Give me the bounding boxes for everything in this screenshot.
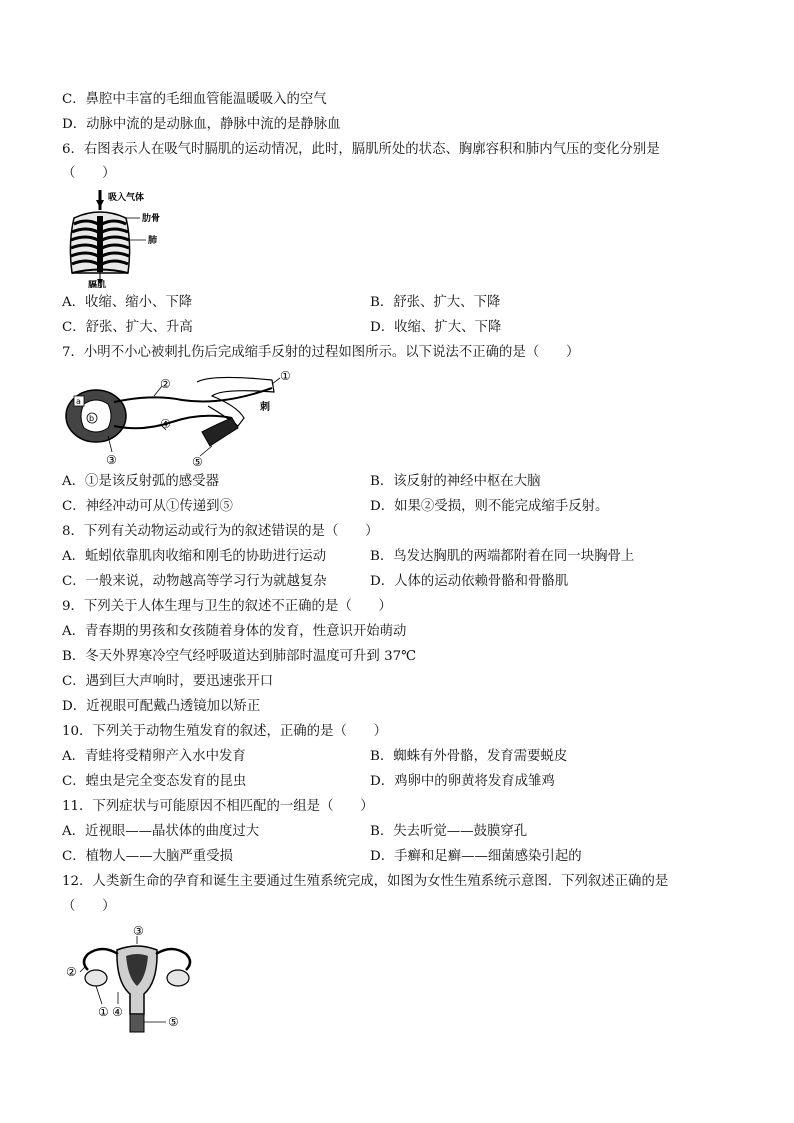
q7-option-b: B．该反射的神经中枢在大脑 [370, 474, 541, 489]
q7-option-a: A．①是该反射弧的感受器 [62, 474, 219, 489]
q10-option-a: A．青蛙将受精卵产入水中发育 [62, 749, 246, 764]
q11-option-a: A．近视眼——晶状体的曲度过大 [62, 824, 260, 839]
q6-option-d: D．收缩、扩大、下降 [370, 320, 502, 335]
q11-option-d: D．手癣和足癣——细菌感染引起的 [370, 849, 582, 864]
q6-stem: 6．右图表示人在吸气时膈肌的运动情况，此时，膈肌所处的状态、胸廓容积和肺内气压的变化分别是 [62, 142, 660, 157]
label-4: ④ [160, 417, 171, 431]
label-3: ③ [106, 453, 117, 467]
q11-option-b: B．失去听觉——鼓膜穿孔 [370, 824, 528, 839]
female-reproductive-diagram [62, 922, 212, 1034]
label-2: ② [160, 377, 171, 391]
label-inhaled-air: 吸入气体 [108, 193, 145, 203]
q5-option-d: D．动脉中流的是动脉血，静脉中流的是静脉血 [62, 117, 341, 132]
q9-option-c: C．遇到巨大声响时，要迅速张开口 [62, 674, 274, 689]
q8-option-c: C．一般来说，动物越高等学习行为就越复杂 [62, 574, 327, 589]
q8-option-d: D．人体的运动依赖骨骼和骨骼肌 [370, 574, 569, 589]
q7-reflex-arc-figure [62, 366, 302, 468]
label-rib: 肋骨 [142, 214, 161, 224]
label-a: a [76, 397, 81, 406]
q9-option-a: A．青春期的男孩和女孩随着身体的发育，性意识开始萌动 [62, 624, 407, 639]
q6-option-c: C．舒张、扩大、升高 [62, 320, 193, 335]
q6-answer-paren: （ ） [62, 166, 116, 181]
q12-stem: 12．人类新生命的孕育和诞生主要通过生殖系统完成，如图为女性生殖系统示意图．下列叙述正确的是 [62, 874, 669, 889]
label-thorn: 刺 [260, 402, 270, 413]
label-lung: 肺 [148, 236, 158, 246]
label-2: ② [66, 965, 77, 979]
q6-option-a: A．收缩、缩小、下降 [62, 295, 193, 310]
q8-stem: 8．下列有关动物运动或行为的叙述错误的是（ ） [62, 524, 379, 539]
q6-option-b: B．舒张、扩大、下降 [370, 295, 501, 310]
q8-option-a: A．蚯蚓依靠肌肉收缩和刚毛的协助进行运动 [62, 549, 327, 564]
q11-option-c: C．植物人——大脑严重受损 [62, 849, 233, 864]
q12-reproductive-figure [62, 922, 212, 1034]
label-b: b [89, 414, 95, 423]
q5-option-c: C．鼻腔中丰富的毛细血管能温暖吸入的空气 [62, 92, 327, 107]
label-diaphragm: 膈肌 [88, 281, 107, 288]
label-3: ③ [133, 924, 144, 938]
q11-stem: 11．下列症状与可能原因不相匹配的一组是（ ） [62, 799, 374, 814]
q10-stem: 10．下列关于动物生殖发育的叙述，正确的是（ ） [62, 724, 388, 739]
q8-option-b: B．鸟发达胸肌的两端都附着在同一块胸骨上 [370, 549, 635, 564]
label-5: ⑤ [192, 455, 203, 468]
ribcage-diagram [62, 188, 172, 288]
label-1: ① [280, 369, 291, 383]
q9-option-b: B．冬天外界寒冷空气经呼吸道达到肺部时温度可升到 37℃ [62, 649, 417, 664]
reflex-arc-diagram [62, 366, 302, 468]
label-4: ④ [112, 1005, 123, 1019]
q7-stem: 7．小明不小心被刺扎伤后完成缩手反射的过程如图所示。以下说法不正确的是（ ） [62, 345, 580, 360]
q9-option-d: D．近视眼可配戴凸透镜加以矫正 [62, 699, 261, 714]
q10-option-c: C．蝗虫是完全变态发育的昆虫 [62, 774, 247, 789]
q7-option-c: C．神经冲动可从①传递到⑤ [62, 499, 233, 514]
q12-answer-paren: （ ） [62, 899, 116, 914]
q9-stem: 9．下列关于人体生理与卫生的叙述不正确的是（ ） [62, 599, 392, 614]
q7-option-d: D．如果②受损，则不能完成缩手反射。 [370, 499, 609, 514]
q6-diaphragm-figure [62, 188, 172, 288]
q10-option-b: B．蜘蛛有外骨骼，发育需要蜕皮 [370, 749, 568, 764]
label-1: ① [98, 1005, 109, 1019]
q10-option-d: D．鸡卵中的卵黄将发育成雏鸡 [370, 774, 555, 789]
label-5: ⑤ [168, 1015, 179, 1029]
